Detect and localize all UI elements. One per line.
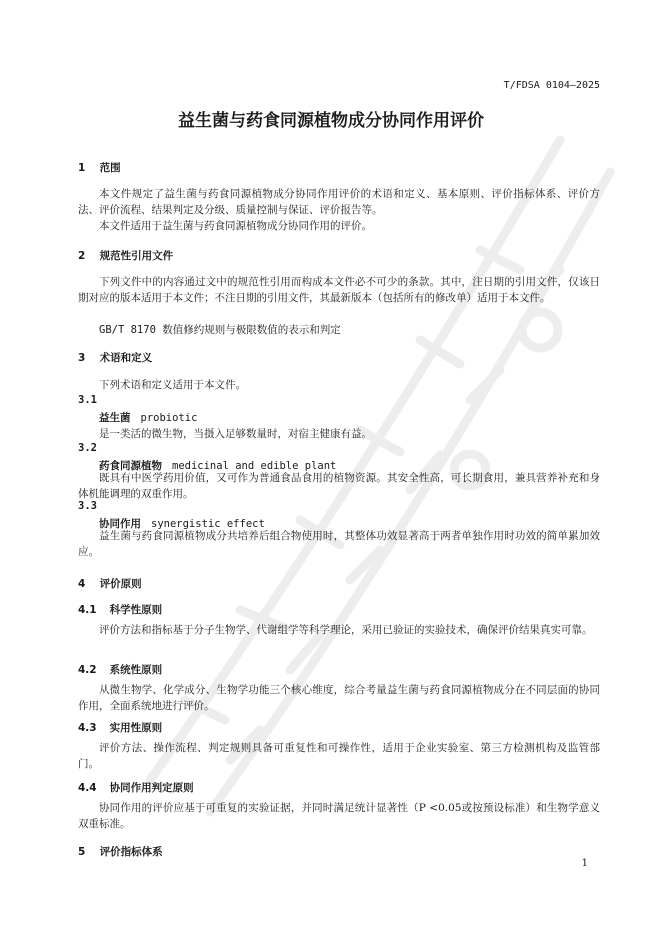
section-2-heading xyxy=(78,248,173,263)
clause-number: 4.4 xyxy=(78,782,97,794)
section-title: 评价指标体系 xyxy=(99,846,163,858)
term-number: 3.2 xyxy=(78,442,97,454)
section-title: 规范性引用文件 xyxy=(99,250,174,262)
terms-intro: 下列术语和定义适用于本文件。 xyxy=(99,379,246,391)
term-number: 3.1 xyxy=(78,394,97,406)
clause-title: 系统性原则 xyxy=(109,664,163,676)
section-title: 评价原则 xyxy=(99,578,142,590)
section-number: 5 xyxy=(78,846,86,858)
scope-paragraph-2: 本文件适用于益生菌与药食同源植物成分协同作用的评价。 xyxy=(99,220,372,232)
clause-text: 评价方法和指标基于分子生物学、代谢组学等科学理论，采用已验证的实验技术，确保评价结果真实可靠。 xyxy=(99,624,593,636)
term-zh: 益生菌 xyxy=(99,412,131,424)
clause-4-4-heading xyxy=(78,780,194,795)
section-number: 4 xyxy=(78,578,86,590)
term-entry xyxy=(99,410,197,425)
term-definition: 是一类活的微生物，当摄入足够数量时，对宿主健康有益。 xyxy=(99,428,372,440)
term-definition: 既具有中医学药用价值，又可作为普通食品食用的植物资源。其安全性高，可长期食用，兼具营养补充和身体机能调理的双重作用。 xyxy=(78,472,600,500)
page-number: 1 xyxy=(581,858,588,869)
clause-title: 科学性原则 xyxy=(109,604,163,616)
clause-title: 协同作用判定原则 xyxy=(109,782,194,794)
section-3-heading xyxy=(78,350,152,365)
scope-paragraph-1: 本文件规定了益生菌与药食同源植物成分协同作用评价的术语和定义、基本原则、评价指标体系、评价方法、评价流程、结果判定及分级、质量控制与保证、评价报告等。 xyxy=(78,188,600,216)
section-title: 术语和定义 xyxy=(99,352,153,364)
section-title: 范围 xyxy=(99,162,121,174)
section-5-heading xyxy=(78,844,163,859)
clause-title: 实用性原则 xyxy=(109,722,163,734)
term-zh: 药食同源植物 xyxy=(99,460,162,472)
term-en: synergistic effect xyxy=(151,518,265,530)
standard-code: T/FDSA 0104—2025 xyxy=(503,80,600,91)
references-paragraph: 下列文件中的内容通过文中的规范性引用而构成本文件必不可少的条款。其中，注日期的引用文件，仅该日期对应的版本适用于本文件；不注日期的引用文件，其最新版本（包括所有的修改单）适用于本文件。 xyxy=(78,276,600,304)
term-number: 3.3 xyxy=(78,500,97,512)
clause-number: 4.1 xyxy=(78,604,97,616)
document-title: 益生菌与药食同源植物成分协同作用评价 xyxy=(178,111,484,131)
clause-4-2-heading xyxy=(78,662,162,677)
term-en: probiotic xyxy=(140,412,198,424)
clause-number: 4.2 xyxy=(78,664,97,676)
reference-item: GB/T 8170 数值修约规则与极限数值的表示和判定 xyxy=(99,324,341,336)
section-1-heading xyxy=(78,160,121,175)
clause-4-1-heading xyxy=(78,602,162,617)
section-number: 3 xyxy=(78,352,86,364)
section-number: 1 xyxy=(78,162,86,174)
term-zh: 协同作用 xyxy=(99,518,141,530)
section-4-heading xyxy=(78,576,142,591)
clause-text: 评价方法、操作流程、判定规则具备可重复性和可操作性，适用于企业实验室、第三方检测机构及监管部门。 xyxy=(78,742,600,770)
term-en: medicinal and edible plant xyxy=(172,460,337,472)
clause-text: 从微生物学、化学成分、生物学功能三个核心维度，综合考量益生菌与药食同源植物成分在不同层面的协同作用，全面系统地进行评价。 xyxy=(78,684,600,712)
clause-number: 4.3 xyxy=(78,722,97,734)
section-number: 2 xyxy=(78,250,86,262)
term-definition: 益生菌与药食同源植物成分共培养后组合物使用时，其整体功效显著高于两者单独作用时功效的简单累加效应。 xyxy=(78,530,600,558)
clause-4-3-heading xyxy=(78,720,162,735)
clause-text: 协同作用的评价应基于可重复的实验证据，并同时满足统计显著性（P <0.05或按预设标准）和生物学意义双重标准。 xyxy=(78,802,600,830)
